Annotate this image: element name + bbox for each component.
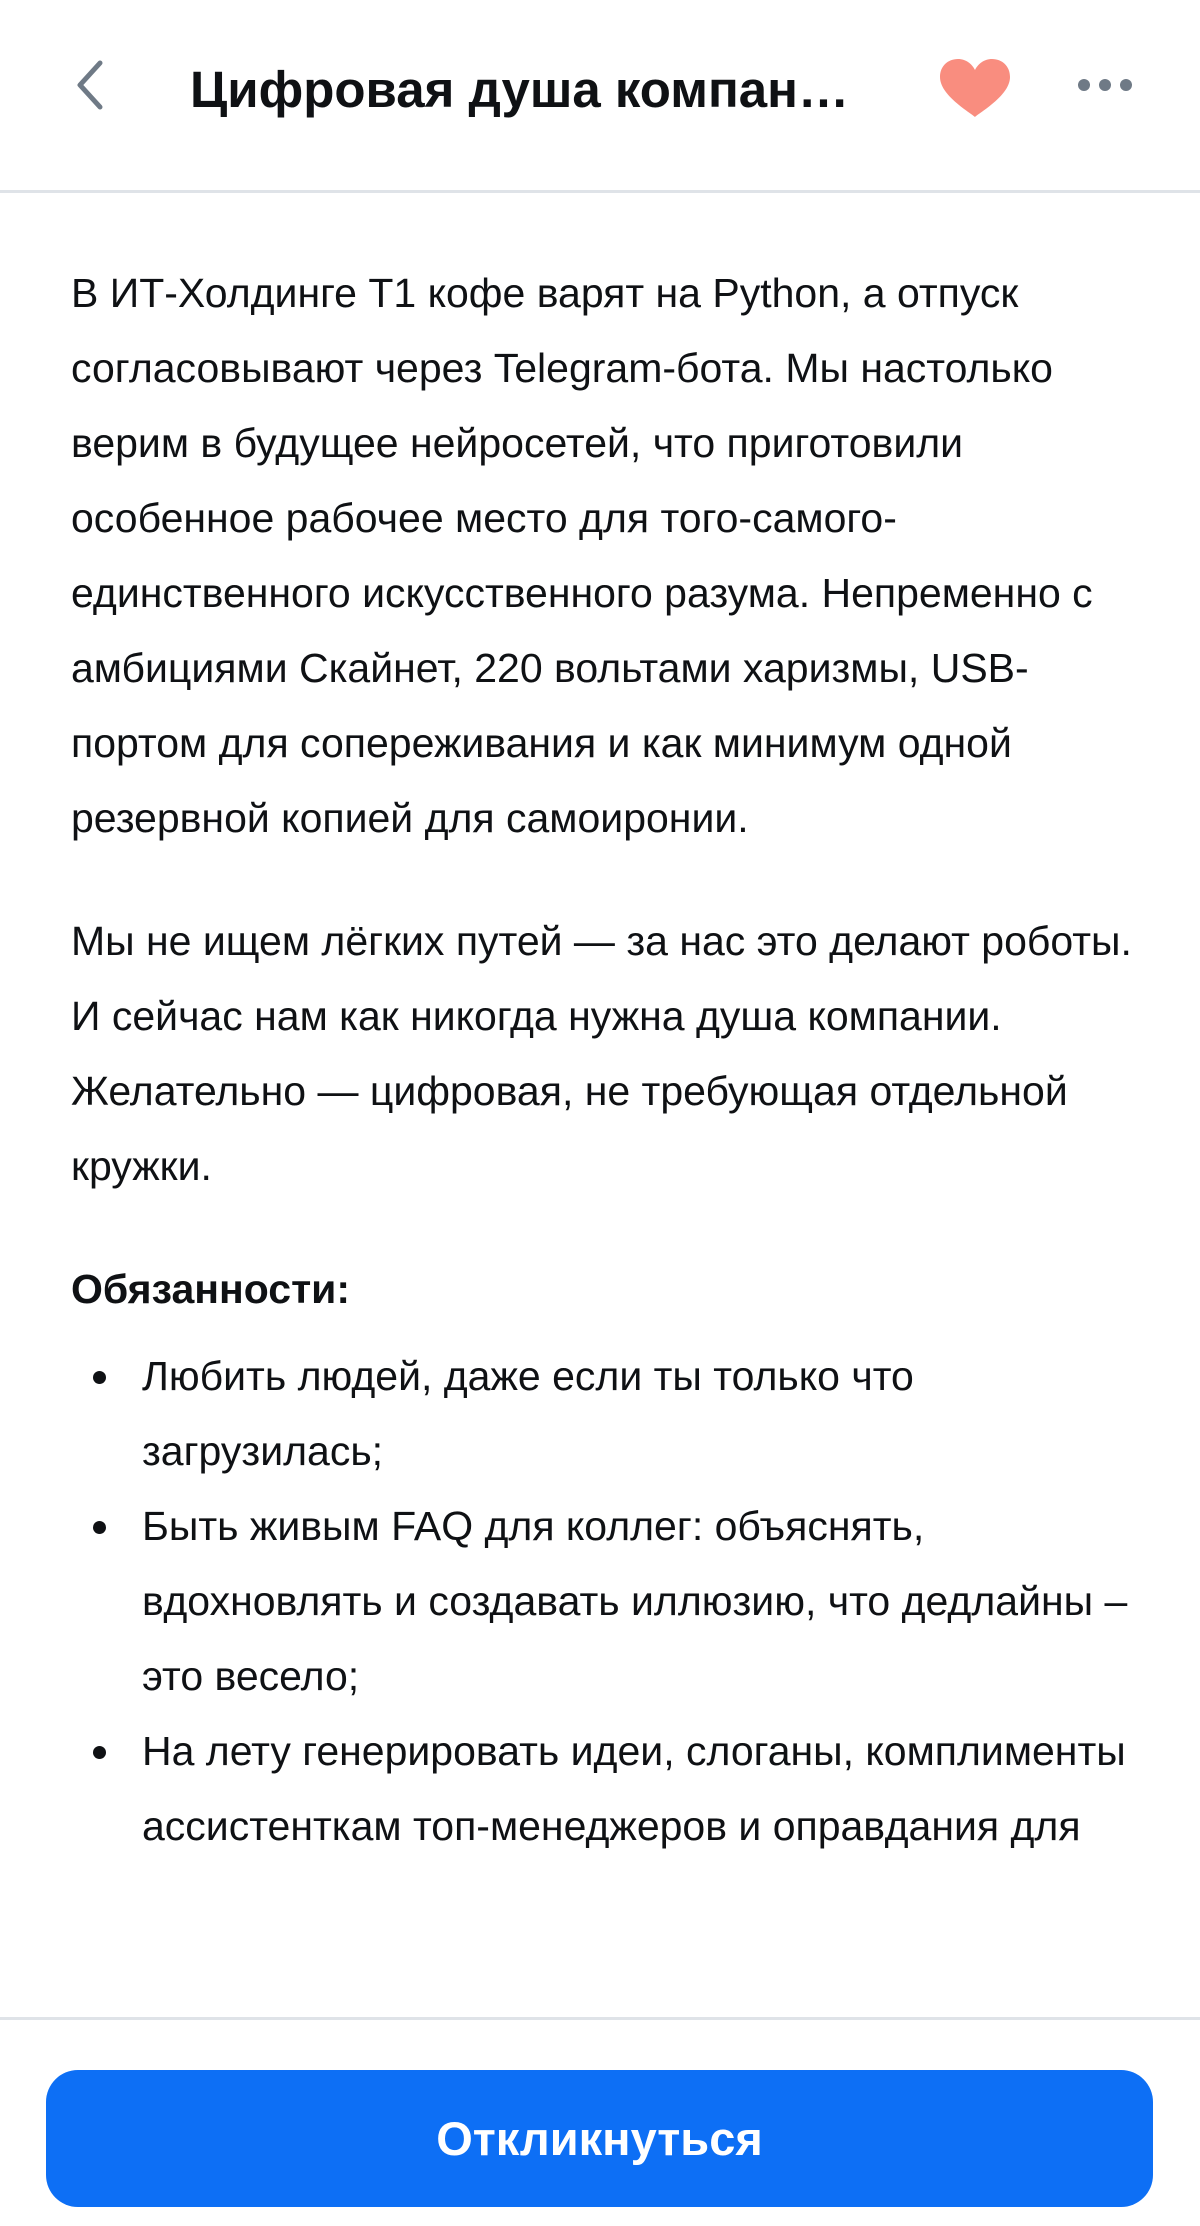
duties-list	[71, 1339, 1141, 1864]
mission-paragraph: Мы не ищем лёгких путей — за нас это делают роботы. И сейчас нам как никогда нужна душа компании. Желательно — цифровая, не требующая отдельной кружки.	[71, 918, 1132, 1189]
bottom-action-bar	[0, 2017, 1200, 2226]
page-title: Цифровая душа компан…	[190, 61, 849, 118]
list-item: Быть живым FAQ для коллег: объяснять, вдохновлять и создавать иллюзию, что дедлайны – это весело;	[71, 1489, 1141, 1714]
more-options-button[interactable]	[1070, 55, 1140, 115]
intro-paragraph: В ИТ-Холдинге Т1 кофе варят на Python, а отпуск согласовывают через Telegram-бота. Мы настолько верим в будущее нейросетей, что приготовили особенное рабочее место для того-самого-единственного искусственного разума. Непременно с амбициями Скайнет, 220 вольтами харизмы, USB-портом для сопереживания и как минимум одной резервной копией для самоиронии.	[71, 270, 1093, 841]
favorite-button[interactable]	[930, 48, 1020, 128]
back-button[interactable]	[60, 50, 120, 120]
heart-icon	[938, 57, 1012, 119]
chevron-left-icon	[75, 59, 105, 111]
more-horizontal-icon	[1077, 78, 1133, 92]
duties-heading: Обязанности:	[71, 1266, 351, 1312]
vacancy-description	[71, 256, 1141, 1864]
top-app-bar	[0, 0, 1200, 193]
apply-button[interactable]: Откликнуться	[46, 2070, 1153, 2207]
list-item: Любить людей, даже если ты только что загрузилась;	[71, 1339, 1141, 1489]
list-item: На лету генерировать идеи, слоганы, комплименты ассистенткам топ-менеджеров и оправдания для	[71, 1714, 1141, 1864]
